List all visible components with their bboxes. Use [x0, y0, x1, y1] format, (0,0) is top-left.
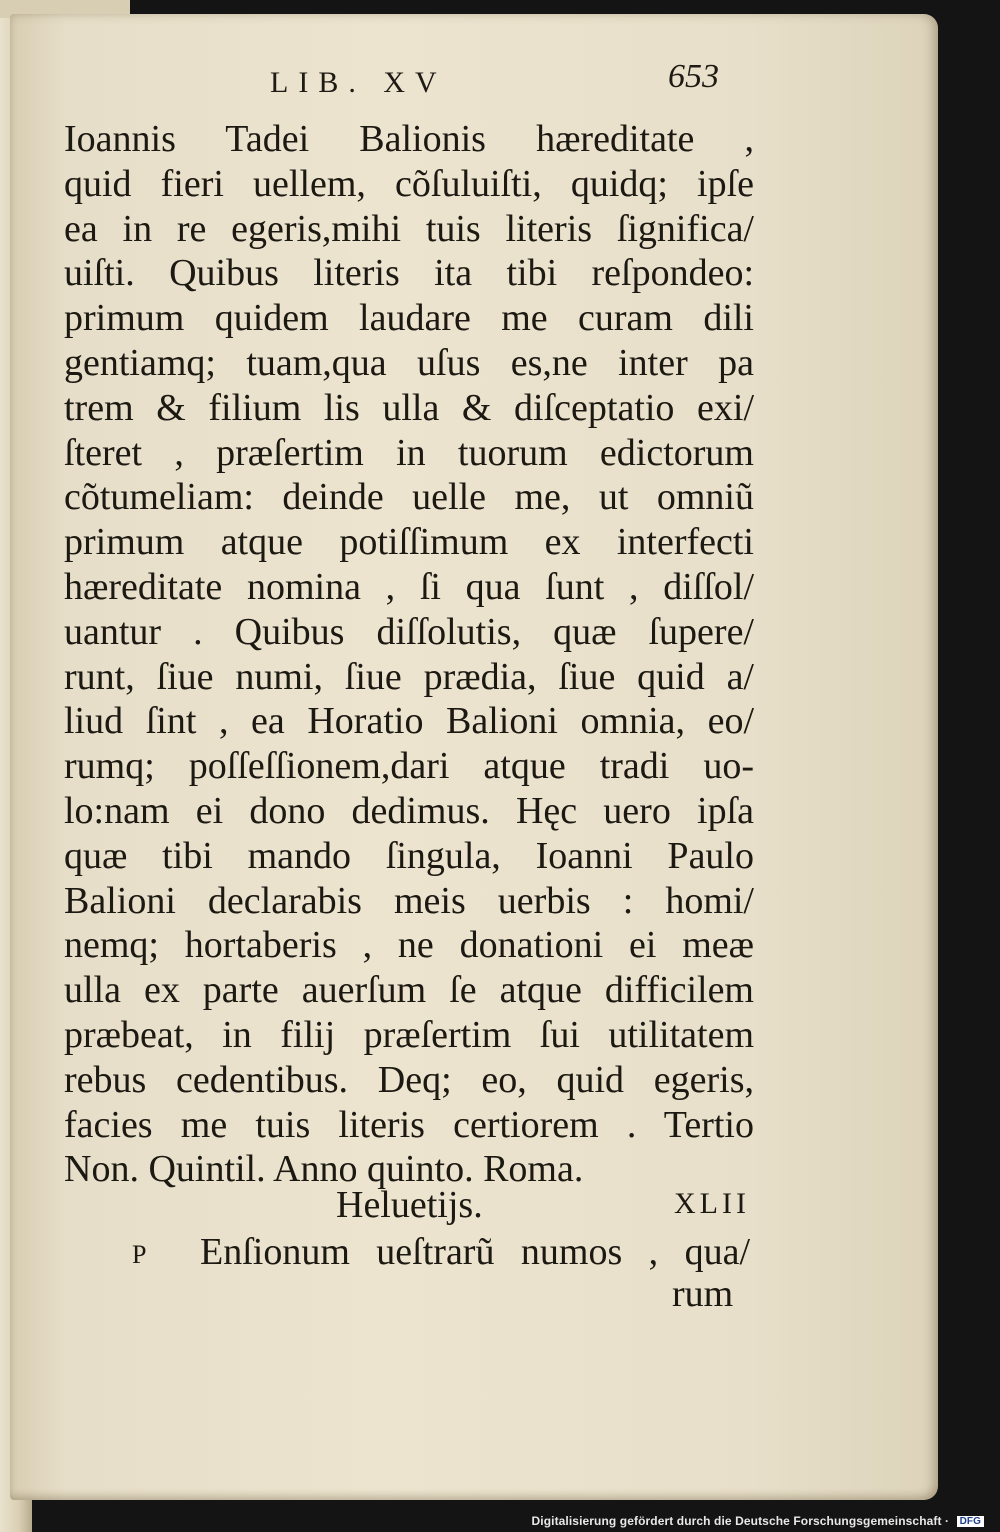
guide-letter: P	[132, 1240, 147, 1269]
text-line: Ioannis Tadei Balionis hæreditate ,	[64, 118, 754, 160]
text-line: primum quidem laudare me curam dili	[64, 297, 754, 340]
text-line: Balioni declarabis meis uerbis : homi/	[64, 879, 754, 922]
letter-heading-row	[64, 1183, 750, 1229]
letter-first-line: Enſionum ueſtrarũ numos , qua/	[200, 1231, 750, 1273]
text-line: uiſti. Quibus literis ita tibi reſpondeo:	[64, 252, 754, 295]
text-line: hæreditate nomina , ſi qua ſunt , diſſol/	[64, 565, 754, 608]
text-line: primum atque potiſſimum ex interfecti	[64, 521, 754, 564]
text-line: gentiamq; tuam,qua uſus es,ne inter pa	[64, 341, 754, 384]
text-line: liud ſint , ea Horatio Balioni omnia, eo/	[64, 700, 754, 743]
page-number: 653	[668, 58, 719, 95]
footer-credit	[532, 1514, 985, 1528]
text-line: Non. Quintil. Anno quinto. Roma.	[64, 1148, 584, 1191]
letter-heading: Heluetijs.	[336, 1184, 483, 1226]
text-line: rebus cedentibus. Deq; eo, quid egeris,	[64, 1058, 754, 1101]
text-line: uantur . Quibus diſſolutis, quæ ſupere/	[64, 610, 754, 653]
text-line: quid fieri uellem, cõſuluiſti, quidq; ipſe	[64, 162, 754, 205]
text-line: cõtumeliam: deinde uelle me, ut omniũ	[64, 476, 754, 519]
text-line: lo:nam ei dono dedimus. Hęc uero ipſa	[64, 789, 754, 832]
catchword: rum	[672, 1273, 734, 1315]
text-line: trem & filium lis ulla & diſceptatio exi/	[64, 386, 754, 429]
running-head: LIB. XV	[270, 66, 447, 99]
text-line: ea in re egeris,mihi tuis literis ſignifica/	[64, 207, 754, 250]
dfg-logo: DFG	[957, 1516, 984, 1527]
text-line: ſteret , præſertim in tuorum edictorum	[64, 431, 754, 474]
text-line: ulla ex parte auerſum ſe atque difficilem	[64, 969, 754, 1012]
text-line: quæ tibi mando ſingula, Ioanni Paulo	[64, 834, 754, 877]
text-line: præbeat, in filij præſertim ſui utilitatem	[64, 1013, 754, 1056]
text-line: rumq; poſſeſſionem,dari atque tradi uo-	[64, 745, 754, 788]
text-line: facies me tuis literis certiorem . Tertio	[64, 1103, 754, 1146]
letter-first-line-row	[64, 1230, 750, 1276]
body-text	[64, 117, 754, 1192]
text-line: runt, ſiue numi, ſiue prædia, ſiue quid a/	[64, 655, 754, 698]
footer-credit-text: Digitalisierung gefördert durch die Deutsche Forschungsgemeinschaft ·	[531, 1514, 950, 1528]
letter-number: XLII	[674, 1187, 750, 1220]
text-line: nemq; hortaberis , ne donationi ei meæ	[64, 924, 754, 967]
